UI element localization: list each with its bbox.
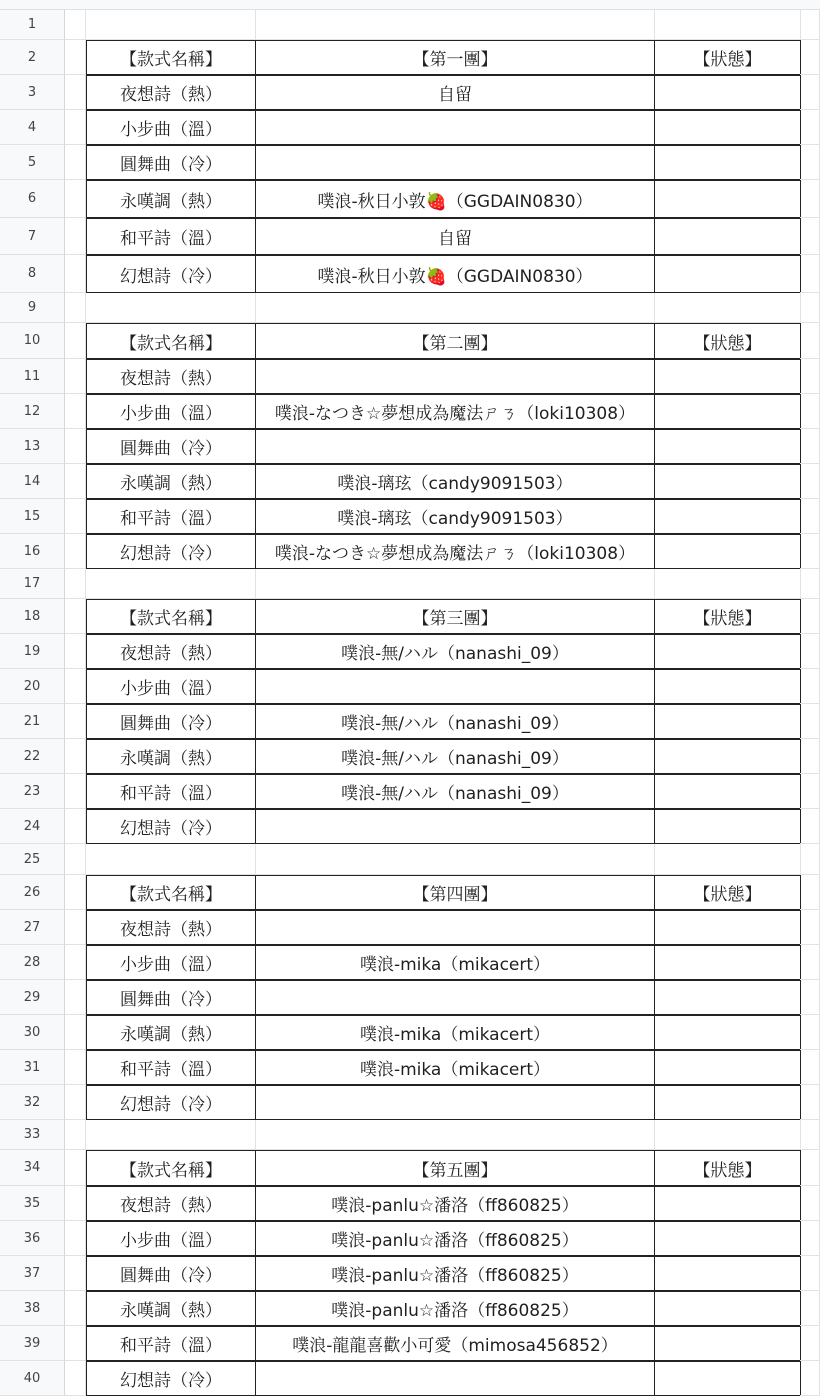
table-row [0, 599, 820, 634]
table-row [0, 669, 820, 704]
cell-group-member[interactable]: 噗浪-無/ハル（nanashi_09） [255, 774, 655, 809]
cell-group-member[interactable] [255, 1085, 655, 1120]
cell-group-member[interactable] [255, 110, 655, 145]
cell-empty[interactable] [65, 1256, 86, 1291]
cell-style-name[interactable]: 和平詩（溫） [86, 1050, 256, 1085]
table-row [0, 255, 820, 293]
cell-empty[interactable] [65, 1361, 86, 1396]
cell-style-name[interactable] [86, 10, 256, 40]
cell-empty[interactable] [800, 218, 820, 255]
cell-status[interactable] [654, 1120, 801, 1150]
table-row [0, 40, 820, 75]
cell-empty[interactable] [65, 809, 86, 844]
cell-status[interactable]: 【狀態】 [654, 1150, 801, 1186]
cell-status[interactable] [654, 844, 801, 875]
table-row [0, 634, 820, 669]
cell-empty[interactable] [65, 1221, 86, 1256]
cell-empty[interactable] [65, 669, 86, 704]
cell-empty[interactable] [800, 110, 820, 145]
row-number[interactable]: 12 [0, 394, 65, 429]
cell-empty[interactable] [800, 1015, 820, 1050]
cell-status[interactable] [654, 809, 801, 844]
cell-empty[interactable] [800, 10, 820, 40]
cell-style-name[interactable]: 夜想詩（熱） [86, 75, 256, 110]
row-number[interactable]: 36 [0, 1221, 65, 1256]
cell-group-member[interactable]: 【第三團】 [255, 599, 655, 634]
cell-style-name[interactable]: 小步曲（溫） [86, 394, 256, 429]
cell-empty[interactable] [800, 145, 820, 180]
table-row [0, 1361, 820, 1396]
cell-empty[interactable] [65, 323, 86, 359]
table-row [0, 1050, 820, 1085]
cell-empty[interactable] [65, 464, 86, 499]
table-row [0, 569, 820, 599]
cell-style-name[interactable] [86, 569, 256, 599]
cell-group-member[interactable]: 噗浪-璃玹（candy9091503） [255, 464, 655, 499]
table-row [0, 145, 820, 180]
row-number[interactable]: 19 [0, 634, 65, 669]
row-number[interactable]: 14 [0, 464, 65, 499]
cell-group-member[interactable] [255, 669, 655, 704]
cell-empty[interactable] [65, 429, 86, 464]
cell-empty[interactable] [800, 394, 820, 429]
table-row [0, 1221, 820, 1256]
cell-empty[interactable] [65, 255, 86, 293]
cell-empty[interactable] [65, 634, 86, 669]
cell-empty[interactable] [65, 774, 86, 809]
cell-style-name[interactable]: 永嘆調（熱） [86, 464, 256, 499]
cell-group-member[interactable]: 噗浪-panlu☆潘洛（ff860825） [255, 1221, 655, 1256]
table-row [0, 499, 820, 534]
cell-empty[interactable] [800, 774, 820, 809]
cell-empty[interactable] [65, 1326, 86, 1361]
cell-group-member[interactable] [255, 10, 655, 40]
cell-empty[interactable] [800, 844, 820, 875]
row-number[interactable]: 23 [0, 774, 65, 809]
table-row [0, 1150, 820, 1186]
cell-status[interactable] [654, 218, 801, 255]
table-row [0, 429, 820, 464]
cell-empty[interactable] [800, 75, 820, 110]
cell-empty[interactable] [800, 1085, 820, 1120]
cell-empty[interactable] [65, 10, 86, 40]
cell-status[interactable] [654, 1326, 801, 1361]
cell-style-name[interactable]: 永嘆調（熱） [86, 180, 256, 218]
cell-status[interactable] [654, 1361, 801, 1396]
cell-group-member[interactable]: 噗浪-mika（mikacert） [255, 1050, 655, 1085]
cell-empty[interactable] [800, 569, 820, 599]
cell-group-member[interactable] [255, 569, 655, 599]
cell-empty[interactable] [65, 145, 86, 180]
table-row [0, 809, 820, 844]
cell-style-name[interactable]: 和平詩（溫） [86, 499, 256, 534]
cell-status[interactable] [654, 10, 801, 40]
cell-group-member[interactable]: 噗浪-panlu☆潘洛（ff860825） [255, 1291, 655, 1326]
table-row [0, 875, 820, 910]
cell-group-member[interactable]: 噗浪-秋日小敦🍓（GGDAIN0830） [255, 180, 655, 218]
row-number[interactable]: 26 [0, 875, 65, 910]
row-number[interactable]: 16 [0, 534, 65, 569]
table-row [0, 1291, 820, 1326]
row-number[interactable]: 4 [0, 110, 65, 145]
cell-status[interactable] [654, 569, 801, 599]
row-number[interactable]: 2 [0, 40, 65, 75]
cell-empty[interactable] [65, 359, 86, 394]
row-number[interactable]: 22 [0, 739, 65, 774]
cell-empty[interactable] [800, 40, 820, 75]
cell-style-name[interactable]: 圓舞曲（冷） [86, 145, 256, 180]
cell-style-name[interactable]: 圓舞曲（冷） [86, 1256, 256, 1291]
row-number[interactable]: 34 [0, 1150, 65, 1186]
cell-group-member[interactable]: 【第一團】 [255, 40, 655, 75]
cell-empty[interactable] [800, 255, 820, 293]
cell-empty[interactable] [800, 809, 820, 844]
cell-style-name[interactable]: 圓舞曲（冷） [86, 980, 256, 1015]
cell-empty[interactable] [65, 1150, 86, 1186]
row-number[interactable]: 32 [0, 1085, 65, 1120]
cell-group-member[interactable]: 噗浪-璃玹（candy9091503） [255, 499, 655, 534]
cell-status[interactable] [654, 1221, 801, 1256]
cell-empty[interactable] [65, 218, 86, 255]
cell-status[interactable] [654, 255, 801, 293]
cell-status[interactable]: 【狀態】 [654, 323, 801, 359]
cell-empty[interactable] [65, 844, 86, 875]
cell-group-member[interactable]: 噗浪-無/ハル（nanashi_09） [255, 739, 655, 774]
cell-empty[interactable] [800, 1120, 820, 1150]
cell-empty[interactable] [65, 1291, 86, 1326]
cell-empty[interactable] [65, 1186, 86, 1221]
cell-group-member[interactable] [255, 1120, 655, 1150]
cell-style-name[interactable]: 夜想詩（熱） [86, 910, 256, 945]
cell-group-member[interactable]: 【第二團】 [255, 323, 655, 359]
cell-empty[interactable] [800, 1291, 820, 1326]
cell-empty[interactable] [65, 569, 86, 599]
column-header-strip [0, 0, 820, 10]
table-row [0, 293, 820, 323]
cell-group-member[interactable]: 噗浪-龍龍喜歡小可愛（mimosa456852） [255, 1326, 655, 1361]
cell-group-member[interactable] [255, 844, 655, 875]
cell-style-name[interactable]: 和平詩（溫） [86, 1326, 256, 1361]
cell-group-member[interactable]: 噗浪-panlu☆潘洛（ff860825） [255, 1256, 655, 1291]
cell-empty[interactable] [800, 1361, 820, 1396]
cell-empty[interactable] [800, 1221, 820, 1256]
cell-status[interactable] [654, 1256, 801, 1291]
cell-style-name[interactable]: 和平詩（溫） [86, 218, 256, 255]
cell-empty[interactable] [800, 945, 820, 980]
cell-status[interactable]: 【狀態】 [654, 599, 801, 634]
cell-group-member[interactable]: 噗浪-無/ハル（nanashi_09） [255, 634, 655, 669]
cell-style-name[interactable]: 小步曲（溫） [86, 110, 256, 145]
row-number[interactable]: 6 [0, 180, 65, 218]
cell-group-member[interactable]: 噗浪-なつき☆夢想成為魔法ㄕㄋ（loki10308） [255, 394, 655, 429]
cell-status[interactable] [654, 1186, 801, 1221]
cell-style-name[interactable]: 幻想詩（冷） [86, 1085, 256, 1120]
cell-empty[interactable] [65, 1050, 86, 1085]
table-row [0, 739, 820, 774]
table-row [0, 180, 820, 218]
table-row [0, 218, 820, 255]
cell-empty[interactable] [800, 1186, 820, 1221]
row-number[interactable]: 35 [0, 1186, 65, 1221]
row-number[interactable]: 17 [0, 569, 65, 599]
row-number[interactable]: 29 [0, 980, 65, 1015]
cell-style-name[interactable]: 和平詩（溫） [86, 774, 256, 809]
cell-empty[interactable] [800, 1256, 820, 1291]
cell-style-name[interactable]: 小步曲（溫） [86, 1221, 256, 1256]
cell-group-member[interactable]: 噗浪-mika（mikacert） [255, 945, 655, 980]
row-number[interactable]: 40 [0, 1361, 65, 1396]
table-row [0, 1015, 820, 1050]
cell-group-member[interactable] [255, 980, 655, 1015]
cell-status[interactable] [654, 910, 801, 945]
row-number[interactable]: 20 [0, 669, 65, 704]
cell-status[interactable] [654, 634, 801, 669]
cell-empty[interactable] [65, 499, 86, 534]
cell-group-member[interactable]: 噗浪-秋日小敦🍓（GGDAIN0830） [255, 255, 655, 293]
cell-empty[interactable] [800, 293, 820, 323]
row-number[interactable]: 30 [0, 1015, 65, 1050]
table-row [0, 1326, 820, 1361]
row-number[interactable]: 9 [0, 293, 65, 323]
cell-status[interactable] [654, 704, 801, 739]
cell-style-name[interactable]: 永嘆調（熱） [86, 1291, 256, 1326]
cell-empty[interactable] [800, 704, 820, 739]
cell-style-name[interactable]: 小步曲（溫） [86, 669, 256, 704]
cell-empty[interactable] [65, 945, 86, 980]
cell-status[interactable] [654, 1291, 801, 1326]
cell-status[interactable]: 【狀態】 [654, 875, 801, 910]
cell-empty[interactable] [65, 599, 86, 634]
cell-empty[interactable] [800, 464, 820, 499]
cell-empty[interactable] [65, 394, 86, 429]
cell-style-name[interactable]: 【款式名稱】 [86, 1150, 256, 1186]
cell-empty[interactable] [800, 1326, 820, 1361]
cell-group-member[interactable] [255, 293, 655, 323]
row-number[interactable]: 28 [0, 945, 65, 980]
cell-style-name[interactable]: 幻想詩（冷） [86, 1361, 256, 1396]
cell-status[interactable] [654, 110, 801, 145]
cell-status[interactable] [654, 145, 801, 180]
cell-status[interactable] [654, 293, 801, 323]
cell-group-member[interactable]: 自留 [255, 218, 655, 255]
cell-status[interactable] [654, 669, 801, 704]
table-row [0, 704, 820, 739]
cell-style-name[interactable]: 幻想詩（冷） [86, 809, 256, 844]
cell-empty[interactable] [65, 75, 86, 110]
row-number[interactable]: 10 [0, 323, 65, 359]
row-number[interactable]: 15 [0, 499, 65, 534]
cell-style-name[interactable]: 夜想詩（熱） [86, 634, 256, 669]
cell-empty[interactable] [800, 499, 820, 534]
cell-empty[interactable] [800, 669, 820, 704]
table-row [0, 980, 820, 1015]
cell-status[interactable] [654, 75, 801, 110]
cell-empty[interactable] [800, 359, 820, 394]
row-number[interactable]: 27 [0, 910, 65, 945]
cell-empty[interactable] [65, 1015, 86, 1050]
row-number[interactable]: 39 [0, 1326, 65, 1361]
cell-status[interactable] [654, 534, 801, 569]
row-number[interactable]: 24 [0, 809, 65, 844]
cell-status[interactable] [654, 774, 801, 809]
cell-status[interactable] [654, 499, 801, 534]
table-row [0, 110, 820, 145]
row-number[interactable]: 21 [0, 704, 65, 739]
table-row [0, 394, 820, 429]
cell-style-name[interactable]: 幻想詩（冷） [86, 534, 256, 569]
cell-empty[interactable] [800, 180, 820, 218]
cell-empty[interactable] [800, 739, 820, 774]
cell-empty[interactable] [65, 739, 86, 774]
row-number[interactable]: 3 [0, 75, 65, 110]
cell-status[interactable] [654, 464, 801, 499]
cell-status[interactable] [654, 359, 801, 394]
cell-empty[interactable] [800, 875, 820, 910]
cell-status[interactable] [654, 1015, 801, 1050]
row-number[interactable]: 33 [0, 1120, 65, 1150]
cell-style-name[interactable]: 【款式名稱】 [86, 323, 256, 359]
table-row [0, 1256, 820, 1291]
cell-group-member[interactable]: 自留 [255, 75, 655, 110]
table-row [0, 910, 820, 945]
cell-style-name[interactable] [86, 293, 256, 323]
cell-empty[interactable] [800, 634, 820, 669]
table-row [0, 75, 820, 110]
cell-status[interactable] [654, 980, 801, 1015]
row-number[interactable]: 5 [0, 145, 65, 180]
cell-status[interactable]: 【狀態】 [654, 40, 801, 75]
cell-group-member[interactable] [255, 1361, 655, 1396]
cell-status[interactable] [654, 1050, 801, 1085]
table-row [0, 1085, 820, 1120]
cell-empty[interactable] [65, 180, 86, 218]
row-number[interactable]: 38 [0, 1291, 65, 1326]
table-row [0, 844, 820, 875]
cell-style-name[interactable]: 【款式名稱】 [86, 875, 256, 910]
row-number[interactable]: 25 [0, 844, 65, 875]
cell-style-name[interactable]: 【款式名稱】 [86, 599, 256, 634]
cell-status[interactable] [654, 739, 801, 774]
cell-empty[interactable] [800, 1050, 820, 1085]
cell-group-member[interactable]: 噗浪-なつき☆夢想成為魔法ㄕㄋ（loki10308） [255, 534, 655, 569]
cell-group-member[interactable] [255, 359, 655, 394]
row-number[interactable]: 8 [0, 255, 65, 293]
row-number[interactable]: 7 [0, 218, 65, 255]
cell-group-member[interactable] [255, 429, 655, 464]
cell-group-member[interactable]: 噗浪-panlu☆潘洛（ff860825） [255, 1186, 655, 1221]
cell-group-member[interactable] [255, 145, 655, 180]
cell-style-name[interactable]: 圓舞曲（冷） [86, 429, 256, 464]
cell-status[interactable] [654, 429, 801, 464]
cell-empty[interactable] [65, 534, 86, 569]
table-row [0, 10, 820, 40]
cell-group-member[interactable]: 噗浪-無/ハル（nanashi_09） [255, 704, 655, 739]
cell-empty[interactable] [800, 980, 820, 1015]
table-row [0, 1120, 820, 1150]
cell-style-name[interactable]: 永嘆調（熱） [86, 739, 256, 774]
cell-empty[interactable] [65, 980, 86, 1015]
row-number[interactable]: 1 [0, 10, 65, 40]
cell-empty[interactable] [65, 875, 86, 910]
cell-status[interactable] [654, 1085, 801, 1120]
table-row [0, 359, 820, 394]
cell-style-name[interactable]: 夜想詩（熱） [86, 359, 256, 394]
cell-style-name[interactable] [86, 844, 256, 875]
table-row [0, 464, 820, 499]
cell-empty[interactable] [800, 534, 820, 569]
cell-empty[interactable] [65, 293, 86, 323]
table-row [0, 534, 820, 569]
cell-style-name[interactable]: 小步曲（溫） [86, 945, 256, 980]
cell-group-member[interactable]: 噗浪-mika（mikacert） [255, 1015, 655, 1050]
cell-style-name[interactable]: 夜想詩（熱） [86, 1186, 256, 1221]
cell-group-member[interactable]: 【第四團】 [255, 875, 655, 910]
cell-style-name[interactable]: 【款式名稱】 [86, 40, 256, 75]
table-row [0, 774, 820, 809]
cell-empty[interactable] [65, 1085, 86, 1120]
cell-status[interactable] [654, 180, 801, 218]
cell-empty[interactable] [65, 1120, 86, 1150]
row-number[interactable]: 37 [0, 1256, 65, 1291]
cell-empty[interactable] [65, 910, 86, 945]
cell-empty[interactable] [65, 704, 86, 739]
row-number[interactable]: 18 [0, 599, 65, 634]
row-number[interactable]: 13 [0, 429, 65, 464]
cell-empty[interactable] [800, 599, 820, 634]
table-row [0, 1186, 820, 1221]
cell-empty[interactable] [65, 40, 86, 75]
cell-status[interactable] [654, 394, 801, 429]
row-number[interactable]: 11 [0, 359, 65, 394]
table-row [0, 945, 820, 980]
row-number[interactable]: 31 [0, 1050, 65, 1085]
cell-style-name[interactable]: 幻想詩（冷） [86, 255, 256, 293]
cell-group-member[interactable] [255, 809, 655, 844]
cell-empty[interactable] [800, 1150, 820, 1186]
cell-group-member[interactable]: 【第五團】 [255, 1150, 655, 1186]
table-row [0, 323, 820, 359]
cell-empty[interactable] [800, 323, 820, 359]
cell-empty[interactable] [65, 110, 86, 145]
cell-style-name[interactable]: 圓舞曲（冷） [86, 704, 256, 739]
cell-style-name[interactable] [86, 1120, 256, 1150]
cell-status[interactable] [654, 945, 801, 980]
cell-empty[interactable] [800, 429, 820, 464]
cell-group-member[interactable] [255, 910, 655, 945]
cell-empty[interactable] [800, 910, 820, 945]
cell-style-name[interactable]: 永嘆調（熱） [86, 1015, 256, 1050]
